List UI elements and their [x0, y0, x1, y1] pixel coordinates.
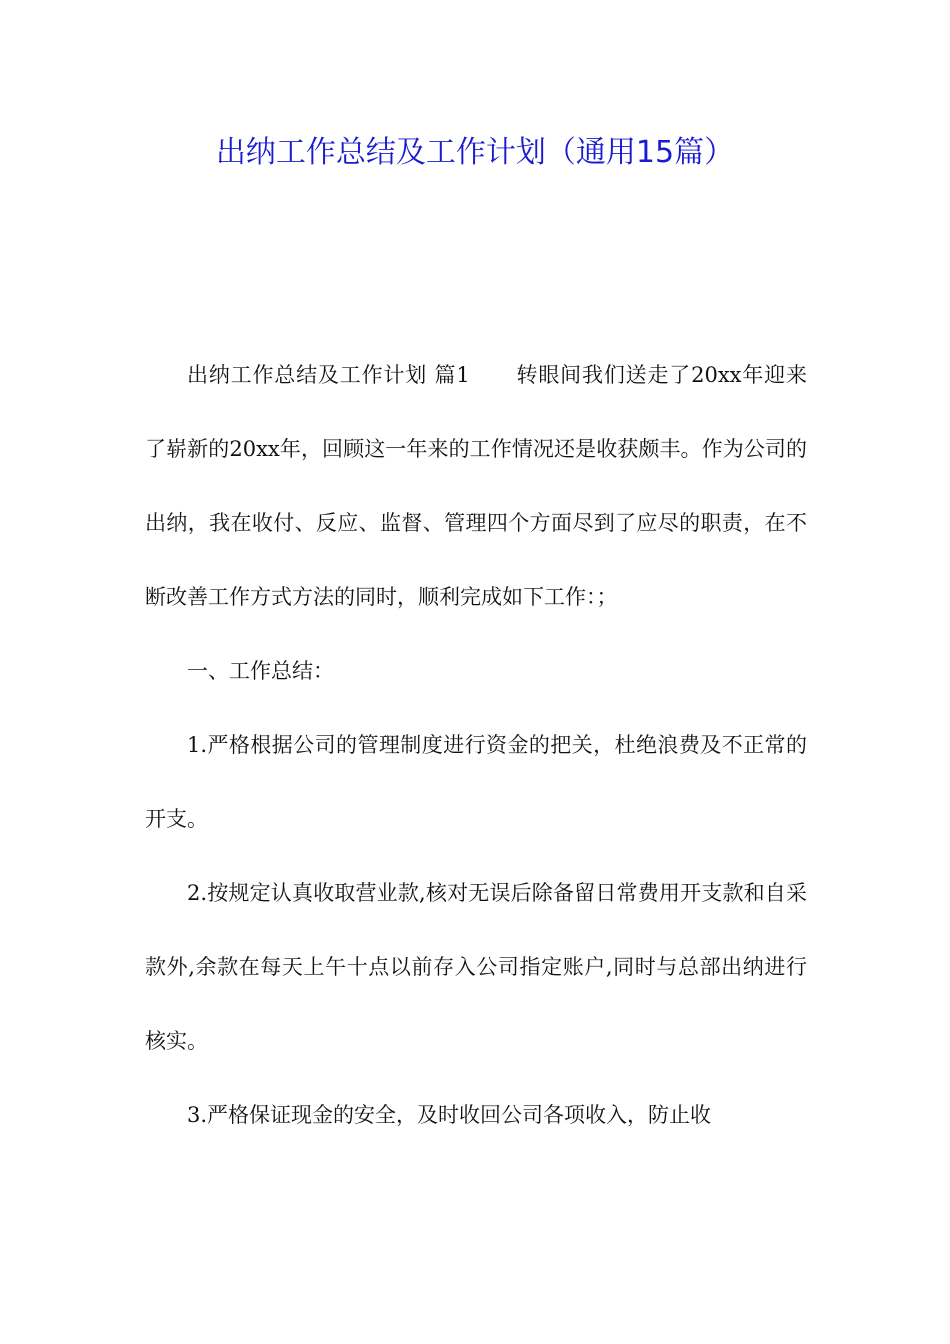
paragraph-2: 一、工作总结： [187, 659, 334, 683]
paragraph-5: 3.严格保证现金的安全，及时收回公司各项收入，防止收 [187, 1103, 712, 1127]
paragraph-1 [145, 338, 807, 634]
paragraph-4: 2.按规定认真收取营业款,核对无误后除备留日常费用开支款和自采款外,余款在每天上午十点以前存入公司指定账户,同时与总部出纳进行核实。 [145, 881, 807, 1053]
document-body [145, 338, 807, 1152]
section-heading: 出纳工作总结及工作计划 篇1 [187, 363, 470, 387]
document-title: 出纳工作总结及工作计划（通用15篇） [215, 135, 735, 170]
paragraph-3: 1.严格根据公司的管理制度进行资金的把关，杜绝浪费及不正常的开支。 [145, 733, 807, 831]
paragraph-1-text: 转眼间我们送走了20xx年迎来了崭新的20xx年，回顾这一年来的工作情况还是收获颇丰。作为公司的出纳，我在收付、反应、监督、管理四个方面尽到了应尽的职责，在不断改善工作方式方法的同时，顺利完成如下工作：； [145, 363, 807, 609]
